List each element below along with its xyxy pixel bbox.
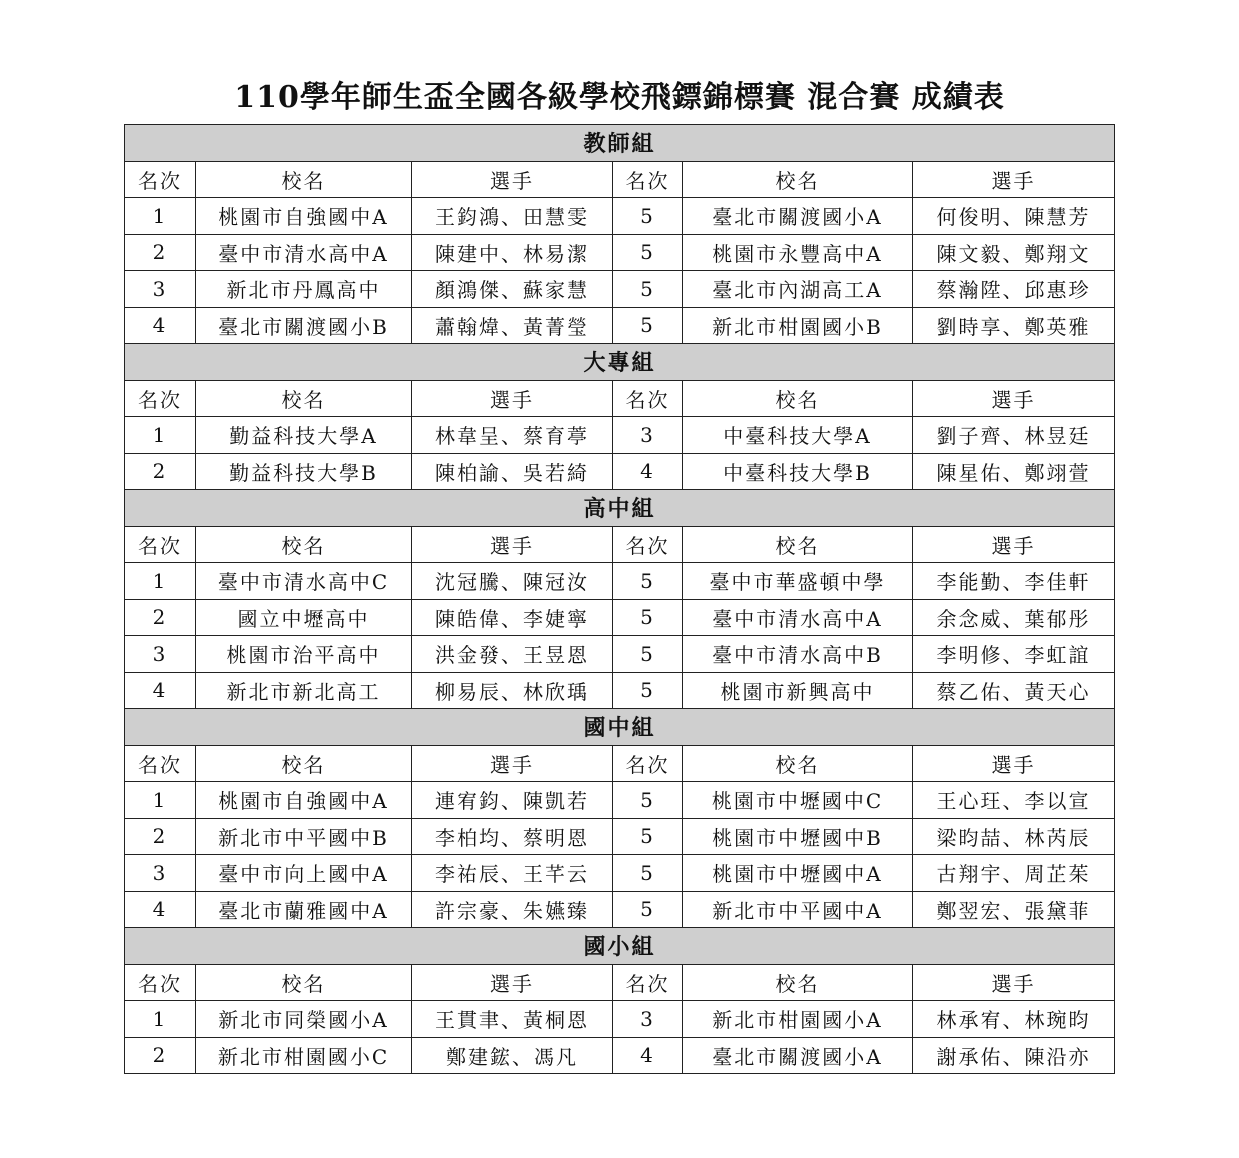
table-row: [125, 599, 1115, 636]
players-cell: 古翔宇、周芷茱: [913, 855, 1115, 892]
column-header-school: 校名: [683, 964, 913, 1001]
rank-cell: 2: [125, 818, 196, 855]
column-header-rank: 名次: [613, 161, 683, 198]
rank-cell: 2: [125, 453, 196, 490]
school-cell: 臺中市清水高中C: [196, 563, 412, 600]
players-cell: 李祐辰、王芊云: [412, 855, 613, 892]
table-row: [125, 636, 1115, 673]
school-cell: 新北市同榮國小A: [196, 1001, 412, 1038]
section-header-row: [125, 125, 1115, 162]
players-cell: 顏鴻傑、蘇家慧: [412, 271, 613, 308]
school-cell: 臺北市關渡國小A: [683, 198, 913, 235]
school-cell: 臺中市清水高中A: [196, 234, 412, 271]
players-cell: 王心玨、李以宣: [913, 782, 1115, 819]
table-row: [125, 1001, 1115, 1038]
column-header-players: 選手: [913, 745, 1115, 782]
school-cell: 臺中市清水高中B: [683, 636, 913, 673]
rank-cell: 5: [613, 891, 683, 928]
column-header-row: [125, 526, 1115, 563]
table-row: [125, 198, 1115, 235]
rank-cell: 1: [125, 1001, 196, 1038]
rank-cell: 5: [613, 271, 683, 308]
rank-cell: 5: [613, 672, 683, 709]
school-cell: 桃園市中壢國中B: [683, 818, 913, 855]
rank-cell: 5: [613, 307, 683, 344]
column-header-players: 選手: [412, 526, 613, 563]
section-header-row: [125, 490, 1115, 527]
players-cell: 林承宥、林琬昀: [913, 1001, 1115, 1038]
column-header-school: 校名: [683, 526, 913, 563]
school-cell: 中臺科技大學B: [683, 453, 913, 490]
school-cell: 新北市中平國中A: [683, 891, 913, 928]
table-row: [125, 453, 1115, 490]
column-header-school: 校名: [683, 745, 913, 782]
rank-cell: 4: [125, 672, 196, 709]
school-cell: 臺中市清水高中A: [683, 599, 913, 636]
players-cell: 鄭翌宏、張黛菲: [913, 891, 1115, 928]
column-header-school: 校名: [196, 526, 412, 563]
players-cell: 陳建中、林易潔: [412, 234, 613, 271]
players-cell: 李能勤、李佳軒: [913, 563, 1115, 600]
players-cell: 許宗豪、朱嬿臻: [412, 891, 613, 928]
rank-cell: 1: [125, 782, 196, 819]
rank-cell: 5: [613, 563, 683, 600]
players-cell: 劉時享、鄭英雅: [913, 307, 1115, 344]
school-cell: 桃園市中壢國中A: [683, 855, 913, 892]
rank-cell: 2: [125, 234, 196, 271]
section-header-row: [125, 344, 1115, 381]
school-cell: 桃園市中壢國中C: [683, 782, 913, 819]
rank-cell: 5: [613, 234, 683, 271]
school-cell: 新北市新北高工: [196, 672, 412, 709]
rank-cell: 4: [125, 891, 196, 928]
table-row: [125, 271, 1115, 308]
players-cell: 陳星佑、鄭翊萱: [913, 453, 1115, 490]
column-header-rank: 名次: [613, 745, 683, 782]
school-cell: 國立中壢高中: [196, 599, 412, 636]
rank-cell: 5: [613, 855, 683, 892]
school-cell: 臺中市華盛頓中學: [683, 563, 913, 600]
column-header-school: 校名: [196, 964, 412, 1001]
rank-cell: 2: [125, 1037, 196, 1074]
column-header-players: 選手: [913, 526, 1115, 563]
section-title: 國中組: [125, 709, 1115, 746]
column-header-rank: 名次: [125, 380, 196, 417]
rank-cell: 5: [613, 198, 683, 235]
players-cell: 柳易辰、林欣瑀: [412, 672, 613, 709]
rank-cell: 4: [125, 307, 196, 344]
column-header-players: 選手: [412, 964, 613, 1001]
school-cell: 新北市柑園國小C: [196, 1037, 412, 1074]
column-header-rank: 名次: [125, 161, 196, 198]
column-header-rank: 名次: [613, 526, 683, 563]
rank-cell: 3: [125, 855, 196, 892]
school-cell: 桃園市新興高中: [683, 672, 913, 709]
rank-cell: 5: [613, 599, 683, 636]
column-header-players: 選手: [412, 161, 613, 198]
rank-cell: 3: [125, 271, 196, 308]
school-cell: 臺中市向上國中A: [196, 855, 412, 892]
players-cell: 蔡乙佑、黃天心: [913, 672, 1115, 709]
column-header-rank: 名次: [125, 526, 196, 563]
column-header-players: 選手: [913, 380, 1115, 417]
rank-cell: 3: [613, 417, 683, 454]
players-cell: 劉子齊、林昱廷: [913, 417, 1115, 454]
school-cell: 臺北市關渡國小A: [683, 1037, 913, 1074]
players-cell: 陳皓偉、李婕寧: [412, 599, 613, 636]
column-header-school: 校名: [196, 745, 412, 782]
column-header-row: [125, 964, 1115, 1001]
school-cell: 臺北市關渡國小B: [196, 307, 412, 344]
players-cell: 蔡瀚陞、邱惠珍: [913, 271, 1115, 308]
column-header-row: [125, 380, 1115, 417]
column-header-players: 選手: [412, 745, 613, 782]
column-header-players: 選手: [913, 964, 1115, 1001]
table-row: [125, 307, 1115, 344]
school-cell: 桃園市治平高中: [196, 636, 412, 673]
table-row: [125, 1037, 1115, 1074]
table-row: [125, 891, 1115, 928]
school-cell: 新北市柑園國小A: [683, 1001, 913, 1038]
table-row: [125, 782, 1115, 819]
players-cell: 洪金發、王昱恩: [412, 636, 613, 673]
rank-cell: 3: [613, 1001, 683, 1038]
rank-cell: 1: [125, 198, 196, 235]
rank-cell: 5: [613, 782, 683, 819]
players-cell: 余念威、葉郁彤: [913, 599, 1115, 636]
table-row: [125, 672, 1115, 709]
column-header-row: [125, 161, 1115, 198]
school-cell: 桃園市永豐高中A: [683, 234, 913, 271]
players-cell: 陳柏諭、吳若綺: [412, 453, 613, 490]
rank-cell: 5: [613, 818, 683, 855]
players-cell: 何俊明、陳慧芳: [913, 198, 1115, 235]
players-cell: 王鈞鴻、田慧雯: [412, 198, 613, 235]
players-cell: 蕭翰煒、黃菁瑩: [412, 307, 613, 344]
rank-cell: 5: [613, 636, 683, 673]
rank-cell: 4: [613, 453, 683, 490]
results-table: [124, 124, 1115, 1074]
column-header-players: 選手: [412, 380, 613, 417]
school-cell: 新北市丹鳳高中: [196, 271, 412, 308]
section-title: 大專組: [125, 344, 1115, 381]
column-header-rank: 名次: [125, 964, 196, 1001]
school-cell: 臺北市內湖高工A: [683, 271, 913, 308]
school-cell: 桃園市自強國中A: [196, 198, 412, 235]
column-header-school: 校名: [683, 161, 913, 198]
table-row: [125, 417, 1115, 454]
rank-cell: 4: [613, 1037, 683, 1074]
players-cell: 李柏均、蔡明恩: [412, 818, 613, 855]
column-header-rank: 名次: [125, 745, 196, 782]
column-header-players: 選手: [913, 161, 1115, 198]
column-header-school: 校名: [683, 380, 913, 417]
school-cell: 勤益科技大學A: [196, 417, 412, 454]
school-cell: 臺北市蘭雅國中A: [196, 891, 412, 928]
column-header-row: [125, 745, 1115, 782]
table-row: [125, 855, 1115, 892]
section-header-row: [125, 928, 1115, 965]
column-header-rank: 名次: [613, 964, 683, 1001]
column-header-school: 校名: [196, 380, 412, 417]
section-title: 教師組: [125, 125, 1115, 162]
school-cell: 新北市柑園國小B: [683, 307, 913, 344]
column-header-school: 校名: [196, 161, 412, 198]
rank-cell: 1: [125, 563, 196, 600]
school-cell: 新北市中平國中B: [196, 818, 412, 855]
column-header-rank: 名次: [613, 380, 683, 417]
players-cell: 林韋呈、蔡育葶: [412, 417, 613, 454]
players-cell: 鄭建鋐、馮凡: [412, 1037, 613, 1074]
players-cell: 沈冠騰、陳冠汝: [412, 563, 613, 600]
table-row: [125, 234, 1115, 271]
players-cell: 梁昀喆、林芮辰: [913, 818, 1115, 855]
section-title: 高中組: [125, 490, 1115, 527]
table-row: [125, 818, 1115, 855]
section-header-row: [125, 709, 1115, 746]
rank-cell: 2: [125, 599, 196, 636]
players-cell: 連宥鈞、陳凱若: [412, 782, 613, 819]
school-cell: 桃園市自強國中A: [196, 782, 412, 819]
page-title: 110學年師生盃全國各級學校飛鏢錦標賽 混合賽 成績表: [234, 80, 1005, 115]
rank-cell: 1: [125, 417, 196, 454]
table-row: [125, 563, 1115, 600]
players-cell: 謝承佑、陳沿亦: [913, 1037, 1115, 1074]
players-cell: 陳文毅、鄭翔文: [913, 234, 1115, 271]
section-title: 國小組: [125, 928, 1115, 965]
rank-cell: 3: [125, 636, 196, 673]
players-cell: 王貫聿、黃桐恩: [412, 1001, 613, 1038]
school-cell: 勤益科技大學B: [196, 453, 412, 490]
players-cell: 李明修、李虹誼: [913, 636, 1115, 673]
school-cell: 中臺科技大學A: [683, 417, 913, 454]
